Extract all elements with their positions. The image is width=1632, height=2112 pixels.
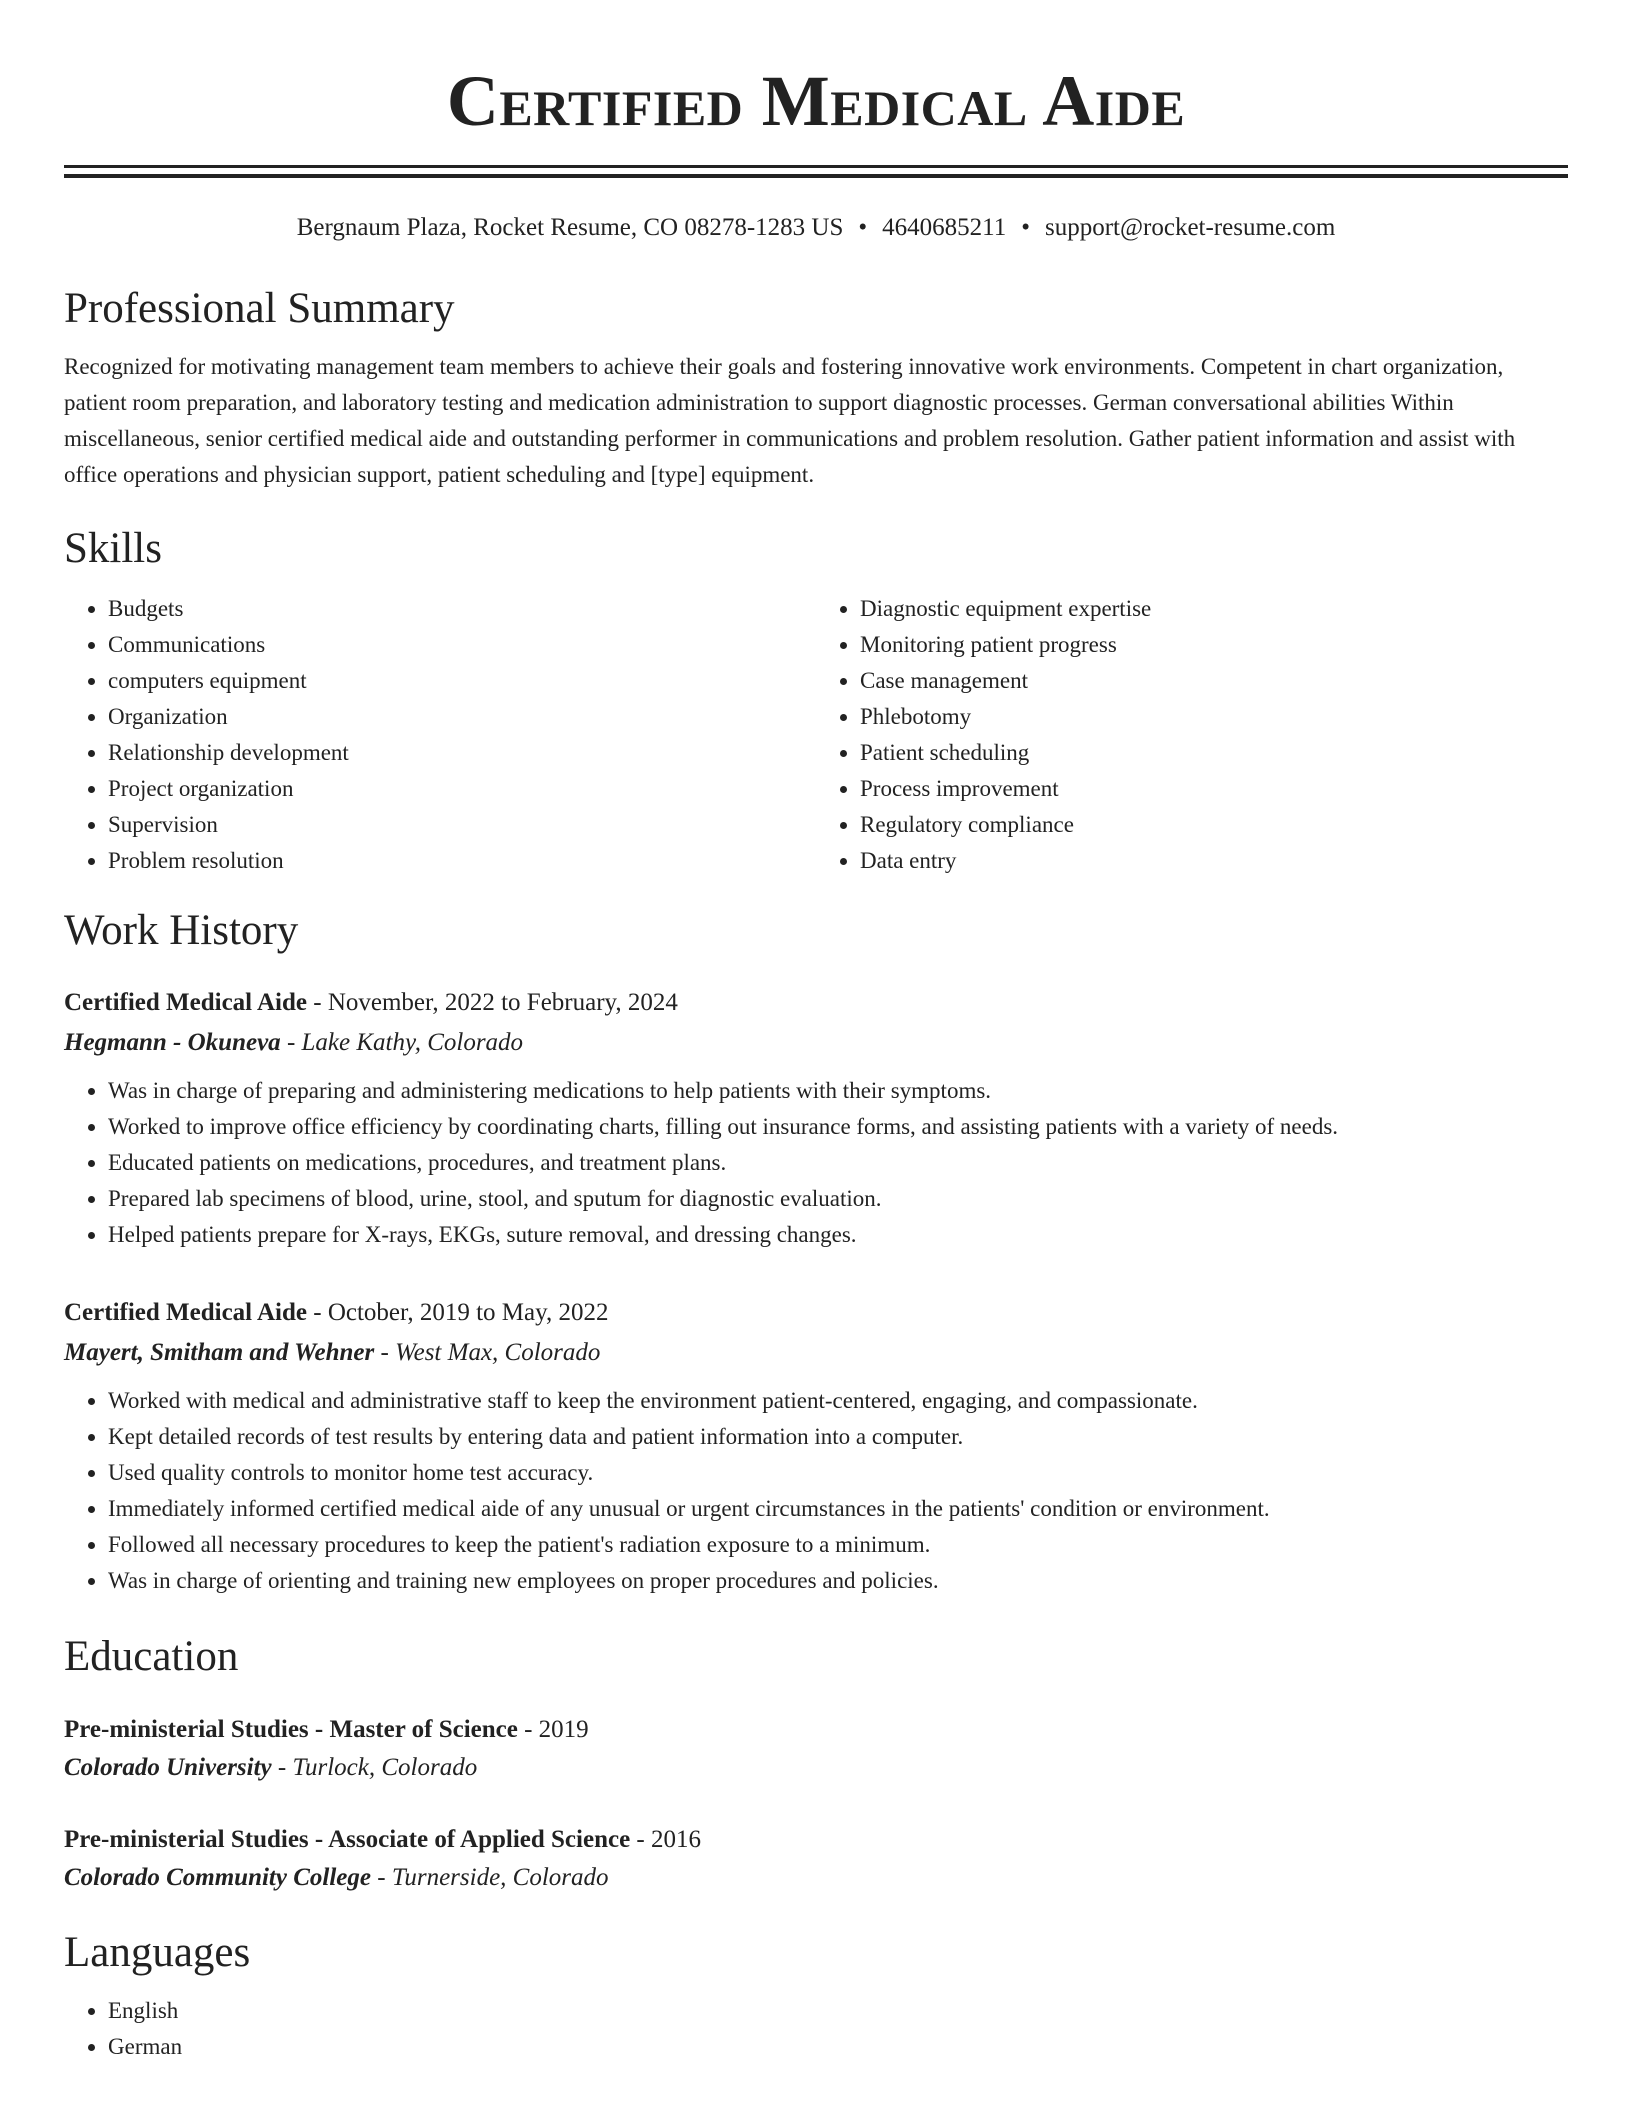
job-employer: Mayert, Smitham and Wehner	[64, 1339, 375, 1366]
contact-address: Bergnaum Plaza, Rocket Resume, CO 08278-1283 US	[296, 214, 844, 241]
header-divider-bottom	[64, 174, 1568, 178]
education-degree: Pre-ministerial Studies - Master of Science	[64, 1716, 518, 1743]
skill-item: • Diagnostic equipment expertise	[860, 591, 1568, 627]
skill-item: • Monitoring patient progress	[860, 627, 1568, 663]
education-location: Turnerside, Colorado	[391, 1864, 609, 1891]
section-title-education: Education	[64, 1633, 239, 1680]
education-school: Colorado University	[64, 1754, 272, 1781]
education-entry	[64, 1821, 1568, 1897]
summary-text: Recognized for motivating management team members to achieve their goals and fostering innovative work environments. Competent in chart organization, patient room preparation, and laboratory testing and medication administration to support diagnostic processes. German conversational abilities Within miscellaneous, senior certified medical aide and outstanding performer in communications and problem resolution. Gather patient information and assist with office operations and physician support, patient scheduling and [type] equipment.	[64, 354, 1516, 487]
skills-list-left	[64, 591, 816, 879]
education-degree-line: Pre-ministerial Studies - Associate of Applied Science - 2016	[64, 1826, 701, 1853]
job-title-line: Certified Medical Aide - October, 2019 to May, 2022	[64, 1299, 609, 1326]
job-bullet: • Helped patients prepare for X-rays, EKGs, suture removal, and dressing changes.	[108, 1217, 1568, 1253]
resume-name: Certified Medical Aide	[446, 61, 1186, 141]
skills-columns	[64, 591, 1568, 879]
education-year: 2016	[651, 1826, 701, 1853]
job-bullet: • Prepared lab specimens of blood, urine, stool, and sputum for diagnostic evaluation.	[108, 1181, 1568, 1217]
contact-email[interactable]: support@rocket-resume.com	[1045, 214, 1336, 241]
skill-item: • Problem resolution	[108, 843, 816, 879]
education-school: Colorado Community College	[64, 1864, 371, 1891]
section-title-languages: Languages	[64, 1929, 251, 1976]
job-dates: November, 2022 to February, 2024	[327, 989, 678, 1016]
languages-list	[64, 1993, 1568, 2065]
section-title-summary: Professional Summary	[64, 285, 455, 332]
skill-item: • Organization	[108, 699, 816, 735]
skill-item: • Communications	[108, 627, 816, 663]
job-location: West Max, Colorado	[395, 1339, 601, 1366]
language-item: • English	[108, 1993, 1568, 2029]
job-bullet: • Used quality controls to monitor home test accuracy.	[108, 1455, 1568, 1491]
section-title-skills: Skills	[64, 525, 162, 572]
job-role: Certified Medical Aide	[64, 1299, 307, 1326]
contact-separator: •	[1021, 214, 1030, 241]
job-entry	[64, 983, 1568, 1253]
job-bullet: • Immediately informed certified medical aide of any unusual or urgent circumstances in the patients' condition or environment.	[108, 1491, 1568, 1527]
skill-item: • Regulatory compliance	[860, 807, 1568, 843]
skill-item: • Data entry	[860, 843, 1568, 879]
education-year: 2019	[538, 1716, 589, 1743]
skill-item: • Case management	[860, 663, 1568, 699]
job-employer-line: Hegmann - Okuneva - Lake Kathy, Colorado	[64, 1029, 524, 1056]
education-entry	[64, 1711, 1568, 1787]
job-bullet: • Was in charge of orienting and training new employees on proper procedures and policies.	[108, 1563, 1568, 1599]
education-location: Turlock, Colorado	[292, 1754, 478, 1781]
section-title-work-history: Work History	[64, 907, 299, 954]
education-school-line: Colorado University - Turlock, Colorado	[64, 1754, 478, 1781]
job-entry	[64, 1293, 1568, 1599]
job-bullet: • Educated patients on medications, procedures, and treatment plans.	[108, 1145, 1568, 1181]
job-bullet: • Was in charge of preparing and administering medications to help patients with their symptoms.	[108, 1073, 1568, 1109]
job-employer-line: Mayert, Smitham and Wehner - West Max, Colorado	[64, 1339, 601, 1366]
skill-item: • Process improvement	[860, 771, 1568, 807]
skill-item: • computers equipment	[108, 663, 816, 699]
skill-item: • Supervision	[108, 807, 816, 843]
education-school-line: Colorado Community College - Turnerside, Colorado	[64, 1864, 609, 1891]
job-employer: Hegmann - Okuneva	[64, 1029, 281, 1056]
education-degree: Pre-ministerial Studies - Associate of Applied Science	[64, 1826, 631, 1853]
job-dates: October, 2019 to May, 2022	[327, 1299, 609, 1326]
job-bullets	[64, 1383, 1568, 1599]
skill-item: • Phlebotomy	[860, 699, 1568, 735]
skill-item: • Budgets	[108, 591, 816, 627]
skill-item: • Patient scheduling	[860, 735, 1568, 771]
language-item: • German	[108, 2029, 1568, 2065]
job-bullet: • Followed all necessary procedures to keep the patient's radiation exposure to a minimum.	[108, 1527, 1568, 1563]
job-location: Lake Kathy, Colorado	[301, 1029, 524, 1056]
contact-separator: •	[858, 214, 868, 241]
skill-item: • Project organization	[108, 771, 816, 807]
education-degree-line: Pre-ministerial Studies - Master of Science - 2019	[64, 1716, 589, 1743]
skill-item: • Relationship development	[108, 735, 816, 771]
contact-line	[64, 211, 1568, 245]
job-bullet: • Worked to improve office efficiency by coordinating charts, filling out insurance forms, and assisting patients with a variety of needs.	[108, 1109, 1568, 1145]
job-bullet: • Kept detailed records of test results by entering data and patient information into a computer.	[108, 1419, 1568, 1455]
job-role: Certified Medical Aide	[64, 989, 307, 1016]
job-bullets	[64, 1073, 1568, 1253]
contact-phone[interactable]: 4640685211	[882, 214, 1007, 241]
skills-list-right	[816, 591, 1568, 879]
job-title-line: Certified Medical Aide - November, 2022 to February, 2024	[64, 989, 678, 1016]
header-divider-top	[64, 165, 1568, 168]
job-bullet: • Worked with medical and administrative staff to keep the environment patient-centered, engaging, and compassionate.	[108, 1383, 1568, 1419]
